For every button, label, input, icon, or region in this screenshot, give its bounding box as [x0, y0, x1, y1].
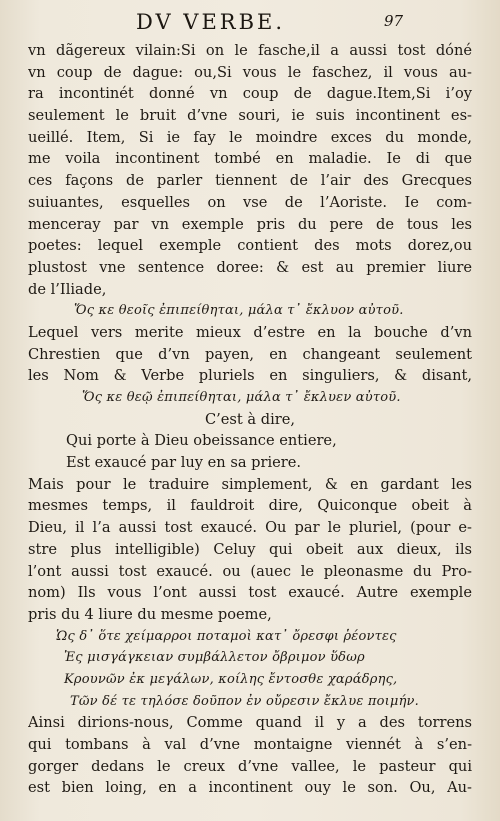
- text-line: de l’Iliade,: [28, 280, 107, 298]
- text-line: vn dãgereux vilain:Si on le fasche,il a aussi tost dóné: [28, 42, 472, 59]
- greek-verse-line: Ὅς κε θεῷ ἐπιπείθηται, μάλα τ᾿ ἔκλυεν αὐτοῦ.: [82, 390, 401, 405]
- french-verse-line: Est exaucé par luy en sa priere.: [66, 454, 302, 472]
- text-line: nom) Ils vous l’ont aussi tost exaucé. Autre exemple: [28, 584, 472, 602]
- text-line: Chrestien que d’vn payen, en changeant seulement: [28, 345, 472, 363]
- text-line: est bien loing, en a incontinent ouy le son. Ou, Au-: [28, 779, 472, 797]
- greek-verse-line: Τῶν δέ τε τηλόσε δοῦπον ἐν οὔρεσιν ἔκλυε ποιμήν.: [70, 693, 419, 709]
- text-line: Dieu, il l’a aussi tost exaucé. Ou par le pluriel, (pour e-: [28, 519, 472, 537]
- running-title: DV VERBE.: [136, 10, 286, 34]
- greek-verse-line: Ἐς μισγάγκειαν συμβάλλετον ὄβριμον ὕδωρ: [64, 650, 365, 666]
- text-line: pris du 4 liure du mesme poeme,: [28, 605, 272, 623]
- text-line: plustost vne sentence doree: & est au premier liure: [28, 258, 472, 276]
- french-verse-line: Qui porte à Dieu obeissance entiere,: [66, 432, 337, 450]
- text-line: suiuantes, esquelles on vse de l’Aoriste. Ie com-: [28, 193, 472, 211]
- text-line: poetes: lequel exemple contient des mots dorez,ou: [28, 237, 472, 255]
- text-line: gorger dedans le creux d’vne vallee, le pasteur qui: [28, 757, 472, 775]
- text-line: vn coup de dague: ou,Si vous le faschez, il vous au-: [28, 63, 472, 81]
- text-line: qui tombans à val d’vne montaigne viennét à s’en-: [28, 736, 472, 753]
- text-line: mesmes temps, il fauldroit dire, Quiconque obeit à: [28, 497, 472, 515]
- text-line: menceray par vn exemple pris du pere de tous les: [28, 215, 472, 233]
- text-line: me voila incontinent tombé en maladie. Ie di que: [28, 150, 472, 168]
- body-text: [28, 40, 472, 799]
- greek-verse-line: Κρουνῶν ἐκ μεγάλων, κοίλης ἔντοσθε χαράδρης,: [64, 671, 398, 687]
- text-line: l’ont aussi tost exaucé. ou (auec le pleonasme du Pro-: [28, 562, 472, 580]
- greek-verse-line: Ὡς δ᾿ ὅτε χείμαρροι ποταμοὶ κατ᾿ ὄρεσφι ῥέοντες: [56, 628, 397, 644]
- text-line: ces façons de parler tiennent de l’air des Grecques: [28, 172, 472, 190]
- text-line: ueillé. Item, Si ie fay le moindre exces du monde,: [28, 128, 472, 146]
- page-header: [0, 4, 500, 38]
- text-line: Ainsi dirions-nous, Comme quand il y a des torrens: [28, 714, 472, 732]
- text-line: Lequel vers merite mieux d’estre en la bouche d’vn: [28, 323, 472, 341]
- page-number: 97: [384, 12, 404, 30]
- text-line: les Nom & Verbe pluriels en singuliers, & disant,: [28, 367, 472, 385]
- text-line: ra incontinét donné vn coup de dague.Item,Si i’oy: [28, 85, 472, 103]
- greek-verse-line: Ὅς κε θεοῖς ἐπιπείθηται, μάλα τ᾿ ἔκλυον αὐτοῦ.: [74, 303, 404, 319]
- text-line: C’est à dire,: [204, 410, 296, 428]
- text-line: stre plus intelligible) Celuy qui obeit aux dieux, ils: [28, 540, 472, 558]
- text-line: Mais pour le traduire simplement, & en gardant les: [28, 475, 472, 493]
- text-line: seulement le bruit d’vne souri, ie suis incontinent es-: [28, 107, 472, 125]
